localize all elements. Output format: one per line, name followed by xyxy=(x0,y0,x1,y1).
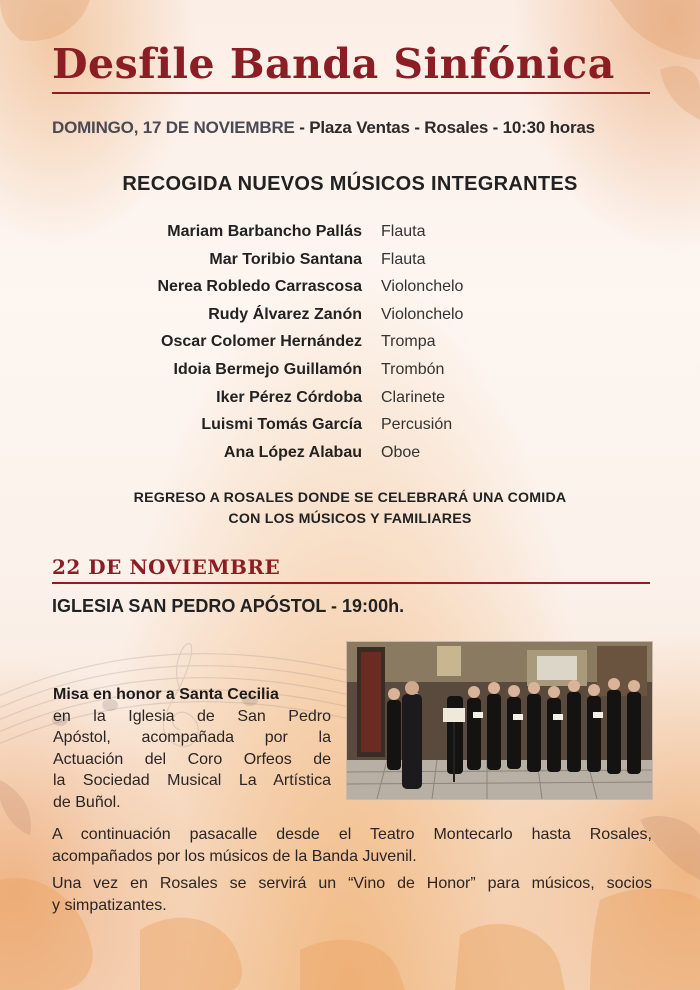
musician-instrument: Flauta xyxy=(381,250,426,268)
musician-row xyxy=(60,439,620,467)
musician-instrument: Oboe xyxy=(381,443,421,461)
poster-title: Desfile Banda Sinfónica xyxy=(52,40,615,88)
mass-line: la Sociedad Musical La Artística xyxy=(53,772,331,789)
musician-row xyxy=(60,246,620,274)
vino-line: y simpatizantes. xyxy=(52,896,167,914)
choir-photo xyxy=(346,641,653,800)
mass-line: Misa en honor a Santa Cecilia xyxy=(53,686,279,703)
parade-details: - Plaza Ventas - Rosales - 10:30 horas xyxy=(294,118,595,137)
mass-line: Apóstol, acompañada por la xyxy=(53,729,331,746)
musician-name: Oscar Colomer Hernández xyxy=(161,333,362,351)
musicians-list xyxy=(60,218,620,466)
musician-row xyxy=(60,273,620,301)
musician-name: Nerea Robledo Carrascosa xyxy=(157,278,362,296)
mass-description xyxy=(53,684,331,813)
musician-instrument: Percusión xyxy=(381,416,453,434)
musician-instrument: Violonchelo xyxy=(381,305,464,323)
second-event-date: 22 DE NOVIEMBRE xyxy=(52,555,281,579)
return-note-line: REGRESO A ROSALES DONDE SE CELEBRARÁ UNA COMIDA xyxy=(133,490,567,506)
mass-line: Actuación del Coro Orfeos de xyxy=(53,750,331,768)
musician-row xyxy=(60,356,620,384)
pasacalle-line: acompañados por los músicos de la Banda Juvenil. xyxy=(52,847,417,865)
church-location: IGLESIA SAN PEDRO APÓSTOL - 19:00h. xyxy=(52,596,405,616)
musician-instrument: Clarinete xyxy=(381,388,446,406)
return-note xyxy=(0,488,700,530)
parade-event-line xyxy=(52,118,652,138)
musician-name: Iker Pérez Córdoba xyxy=(216,388,362,406)
title-divider xyxy=(52,92,650,94)
return-note-line: CON LOS MÚSICOS Y FAMILIARES xyxy=(228,511,472,527)
musician-instrument: Trompa xyxy=(381,333,436,351)
date-divider xyxy=(52,582,650,584)
musician-name: Mariam Barbancho Pallás xyxy=(167,223,362,240)
mass-line: en la Iglesia de San Pedro xyxy=(53,707,331,725)
musician-row xyxy=(60,301,620,329)
musician-instrument: Violonchelo xyxy=(381,278,464,296)
musician-name: Luismi Tomás García xyxy=(201,416,362,434)
mass-line: de Buñol. xyxy=(53,793,121,811)
musician-instrument: Trombón xyxy=(381,360,445,378)
musician-name: Mar Toribio Santana xyxy=(209,250,362,268)
musician-name: Idoia Bermejo Guillamón xyxy=(173,360,362,378)
musician-name: Ana López Alabau xyxy=(223,443,362,461)
recruits-heading: RECOGIDA NUEVOS MÚSICOS INTEGRANTES xyxy=(122,173,578,195)
pasacalle-paragraph xyxy=(52,824,652,867)
musician-name: Rudy Álvarez Zanón xyxy=(208,305,362,323)
musician-row xyxy=(60,218,620,246)
parade-date: DOMINGO, 17 DE NOVIEMBRE xyxy=(52,118,295,137)
musician-row xyxy=(60,411,620,439)
vino-paragraph xyxy=(52,873,652,916)
vino-line: Una vez en Rosales se servirá un “Vino de Honor” para músicos, socios xyxy=(52,875,652,892)
musician-row xyxy=(60,384,620,412)
pasacalle-line: A continuación pasacalle desde el Teatro Montecarlo hasta Rosales, xyxy=(52,826,652,843)
musician-instrument: Flauta xyxy=(381,223,426,240)
musician-row xyxy=(60,328,620,356)
